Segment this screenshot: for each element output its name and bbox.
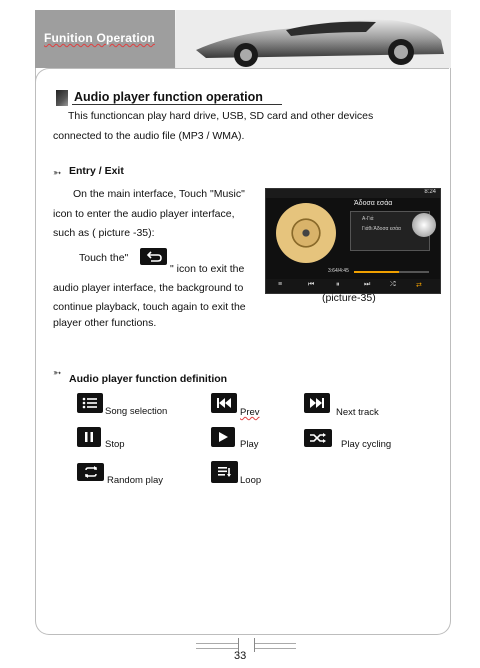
entry-line-5: audio player interface, the background to	[53, 282, 244, 294]
device-prev-icon: ⏮	[308, 281, 315, 288]
picture-caption: (picture-35)	[322, 292, 376, 304]
device-status-bar	[266, 189, 440, 198]
section-marker-icon	[56, 90, 68, 106]
pause-icon	[77, 427, 101, 447]
device-progress-fill	[354, 271, 399, 273]
label-random-play: Random play	[107, 475, 163, 486]
section-title-rule	[72, 104, 282, 105]
device-album: Γιάθι Άδοσα εσάα	[362, 226, 401, 232]
definitions-heading: Audio player function definition	[69, 373, 228, 385]
entry-touch-prefix: Touch the"	[79, 252, 129, 264]
label-song-selection: Song selection	[105, 406, 168, 417]
footer-tick-right	[254, 638, 255, 652]
label-prev: Prev	[240, 407, 260, 418]
label-loop: Loop	[240, 475, 262, 486]
intro-line-1: This functioncan play hard drive, USB, SD card and other devices	[68, 110, 374, 122]
header-title: Funition Operation	[44, 31, 155, 45]
device-shuffle-icon: ⤮	[390, 281, 396, 288]
label-play: Play	[240, 439, 259, 450]
label-next-track: Next track	[336, 407, 379, 418]
device-progress-bar	[354, 271, 429, 273]
frame-top-border	[62, 68, 449, 69]
section-title: Audio player function operation	[74, 90, 263, 104]
back-icon	[140, 248, 167, 265]
device-pause-icon: ⏸	[336, 281, 340, 288]
disc-icon	[276, 203, 336, 263]
shuffle-icon	[304, 429, 332, 447]
intro-line-2: connected to the audio file (MP3 / WMA).	[53, 130, 245, 142]
device-clock: 8:24	[424, 189, 436, 195]
device-artist: A-Γιά	[362, 216, 374, 222]
label-play-cycling: Play cycling	[341, 439, 392, 450]
entry-line-7: player other functions.	[53, 317, 157, 329]
playlist-loop-icon	[211, 461, 238, 483]
footer-rule-left	[196, 643, 238, 649]
device-next-icon: ⏭	[364, 281, 371, 288]
next-track-icon	[304, 393, 330, 413]
footer-rule-right	[254, 643, 296, 649]
entry-line-6: continue playback, touch again to exit the	[53, 301, 246, 313]
entry-exit-heading: Entry / Exit	[69, 165, 124, 177]
audio-player-screenshot	[265, 188, 441, 294]
content-frame	[35, 68, 451, 635]
label-stop: Stop	[105, 439, 125, 450]
device-song-title: Άδοσα εσάα	[354, 200, 393, 207]
device-repeat-icon: ⇄	[416, 282, 422, 289]
car-image	[176, 10, 451, 68]
list-icon	[77, 393, 103, 413]
entry-line-2: icon to enter the audio player interface,	[53, 208, 235, 220]
previous-track-icon	[211, 393, 237, 413]
page-number: 33	[234, 650, 247, 662]
device-time-readout: 3:64/4:45	[328, 268, 349, 274]
device-menu-icon: ≡	[278, 281, 283, 288]
bullet-arrow-icon: ➳	[53, 168, 62, 179]
entry-touch-suffix: " icon to exit the	[170, 263, 245, 275]
entry-line-1: On the main interface, Touch "Music"	[73, 188, 245, 200]
album-art-icon	[412, 213, 436, 237]
play-icon	[211, 427, 235, 447]
entry-line-3: such as ( picture -35):	[53, 227, 155, 239]
bullet-arrow-icon: ➳	[53, 368, 62, 379]
device-control-bar	[266, 279, 440, 293]
repeat-icon	[77, 463, 104, 481]
